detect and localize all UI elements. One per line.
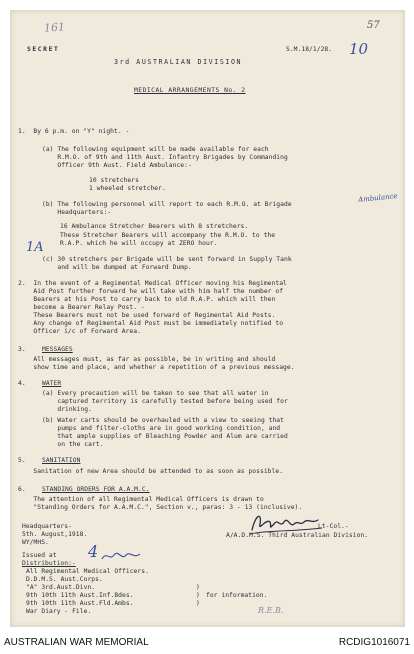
para2-line1: 2. In the event of a Regimental Medical Officer moving his Regimental — [18, 280, 287, 287]
handwritten-folio-right: 57 — [367, 20, 380, 31]
para4-line7: on the cart. — [42, 441, 104, 448]
para4-line6: that ample supplies of Bleaching Powder and Alum are carried — [42, 433, 288, 440]
para1-a-item1: 10 stretchers — [89, 177, 139, 184]
distribution-item-5: 9th 10th 11th Aust.Fld.Ambs. — [26, 600, 134, 607]
issued-at-label: Issued at — [22, 552, 57, 559]
para6-heading: STANDING ORDERS FOR A.A.M.C. — [42, 486, 150, 493]
document-page — [10, 10, 405, 627]
handwritten-initials: R.E.B. — [258, 606, 284, 615]
para1-b-line1: (b) The following personnel will report to each R.M.O. at Brigade — [42, 201, 292, 208]
distribution-item-6: War Diary - File. — [26, 608, 92, 615]
para2-line6: Any change of Regimental Aid Post must be immediately notified to — [18, 320, 284, 327]
para4-number: 4. — [18, 380, 26, 387]
para2-line2: Aid Post further forward he will take with him half the number of — [18, 288, 284, 295]
para4-line2: captured territory is carefully tested before being used for — [42, 398, 288, 405]
para2-line7: Officer i/c of Forward Area. — [18, 328, 141, 335]
para5-number: 5. — [18, 457, 26, 464]
para1-b-line2: Headquarters:- — [42, 209, 112, 216]
para4-line5: pumps and filter-cloths are in good working condition, and — [42, 425, 281, 432]
archive-record-id: RCDIG1016071 — [338, 637, 410, 648]
document-title: MEDICAL ARRANGEMENTS No. 2 — [134, 87, 246, 94]
hq-label: Headquarters- — [22, 523, 72, 530]
para4-line3: drinking. — [42, 406, 92, 413]
para4-line1: (a) Every precaution will be taken to see that all water in — [42, 390, 269, 397]
initials-code: WY/MHS. — [22, 539, 49, 546]
para1-a-line2: R.M.O. of 9th and 11th Aust. Infantry Brigades by Commanding — [42, 154, 288, 161]
distribution-label: Distribution:- — [22, 560, 76, 567]
bracket-2: ) — [196, 592, 200, 599]
para2-line4: become a Bearer Relay Post. - — [18, 304, 145, 311]
para3-heading: MESSAGES — [42, 346, 73, 353]
issue-date: 5th. August,1918. — [22, 531, 88, 538]
para6-line2: "Standing Orders for A.A.M.C.", Section v., paras: 3 - 13 (inclusive). — [18, 504, 303, 511]
para1-c-line1: (c) 30 stretchers per Brigade will be sent forward in Supply Tank — [42, 256, 292, 263]
signatory-office: A/A.D.M.S. Third Australian Division. — [226, 532, 369, 539]
handwritten-issued-scribble — [102, 548, 142, 562]
para1-b-item: 16 Ambulance Stretcher Bearers with 8 stretchers. — [60, 223, 249, 230]
distribution-item-4: 9th 10th 11th Aust.Inf.Bdes. — [26, 592, 134, 599]
reference-number: S.M.18/1/28. — [286, 46, 333, 53]
distribution-item-1: All Regimental Medical Officers. — [26, 568, 149, 575]
para3-line2: show time and place, and whether a repetition of a previous message. — [18, 364, 295, 371]
distribution-item-2: D.D.M.S. Aust.Corps. — [26, 576, 103, 583]
division-heading: 3rd AUSTRALIAN DIVISION — [114, 58, 243, 66]
handwritten-margin-mark: 1A — [26, 240, 44, 255]
para3-line1: All messages must, as far as possible, be in writing and should — [18, 356, 276, 363]
para1-a-line3: Officer 9th Aust. Field Ambulance:- — [42, 162, 192, 169]
para5-line1: Sanitation of new Area should be attended to as soon as possible. — [18, 468, 284, 475]
para2-line5: These Bearers must not be used forward of Regimental Aid Posts. — [18, 312, 276, 319]
para3-number: 3. — [18, 346, 26, 353]
handwritten-folio-left: 161 — [43, 20, 66, 35]
signatory-rank: Lt-Col.- — [318, 523, 349, 530]
para2-line3: Bearers at his Post to carry back to old R.A.P. which will then — [18, 296, 276, 303]
archive-footer — [0, 629, 414, 654]
para5-heading: SANITATION — [42, 457, 81, 464]
para6-line1: The attention of all Regimental Medical Officers is drawn to — [18, 496, 264, 503]
para1-b2-line2: R.A.P. which he will occupy at ZERO hour. — [60, 240, 218, 247]
secret-label: SECRET — [27, 46, 60, 53]
handwritten-ref-number: 10 — [349, 40, 369, 58]
para1-b2-line1: These Stretcher Bearers will accompany the R.M.O. to the — [60, 232, 276, 239]
handwritten-issued-number: 4 — [88, 542, 99, 561]
distribution-item-3: "A" 3rd.Aust.Divn. — [26, 584, 96, 591]
bracket-3: ) — [196, 600, 200, 607]
para1-c-line2: and will be dumped at Forward Dump. — [42, 264, 192, 271]
bracket-1: ) — [196, 584, 200, 591]
para4-line4: (b) Water carts should be overhauled with a view to seeing that — [42, 417, 284, 424]
para4-heading: WATER — [42, 380, 62, 387]
para1-intro: 1. By 6 p.m. on "Y" night. - — [18, 128, 130, 135]
archive-name: AUSTRALIAN WAR MEMORIAL — [4, 637, 149, 648]
handwritten-ambulance-note: Ambulance — [357, 191, 398, 205]
para6-number: 6. — [18, 486, 26, 493]
for-information-label: for information. — [206, 592, 268, 599]
para1-a-line1: (a) The following equipment will be made available for each — [42, 146, 269, 153]
para1-a-item2: 1 wheeled stretcher. — [89, 185, 166, 192]
